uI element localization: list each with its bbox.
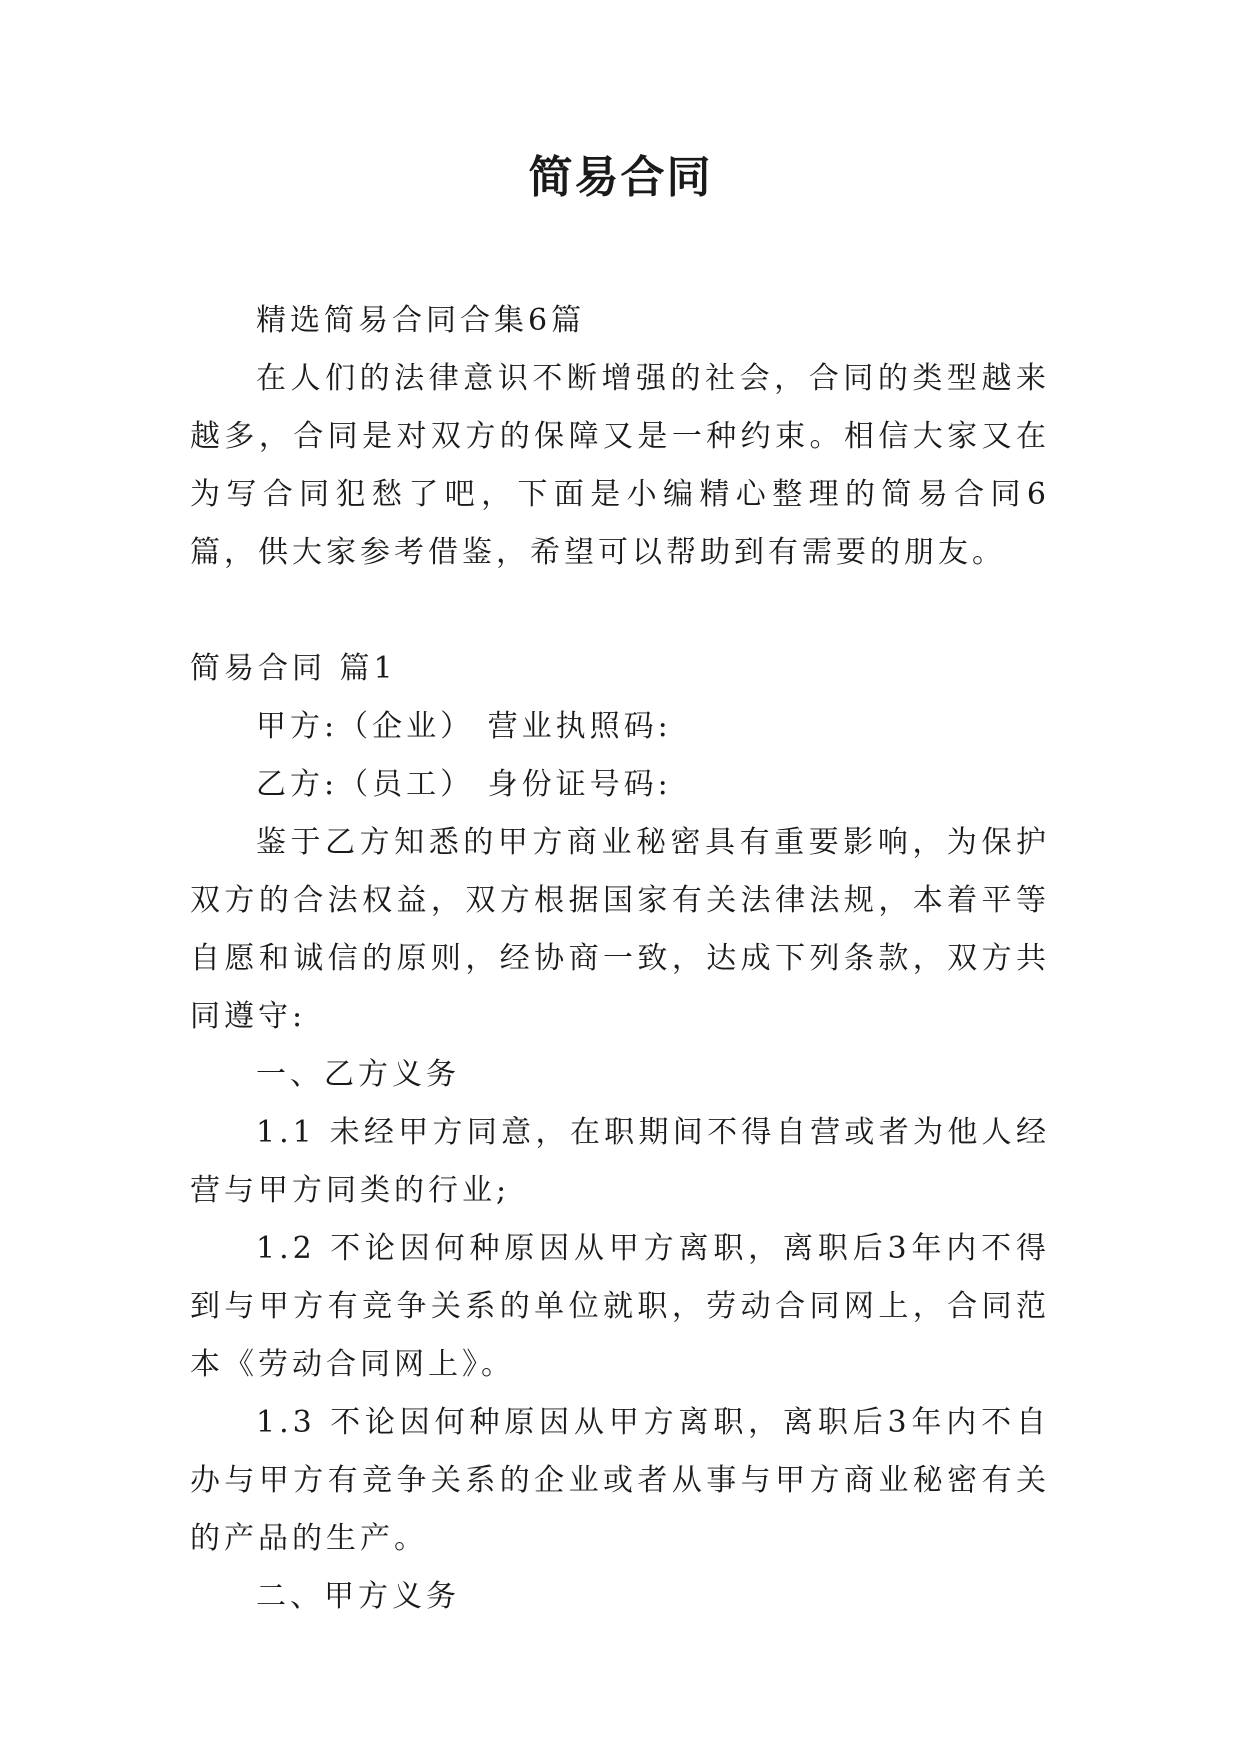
intro-subtitle: 精选简易合同合集6篇 xyxy=(256,303,586,338)
intro-paragraph: 在人们的法律意识不断增强的社会，合同的类型越来越多，合同是对双方的保障又是一种约束。相信大家又在为写合同犯愁了吧，下面是小编精心整理的简易合同6篇，供大家参考借鉴，希望可以帮助到有需要的朋友。 xyxy=(190,361,1050,570)
party-b-line: 乙方:（员工） 身份证号码: xyxy=(256,767,672,802)
document-body xyxy=(190,292,1050,1626)
clause-heading: 一、乙方义务 xyxy=(256,1057,460,1092)
document-title: 简易合同 xyxy=(528,152,713,203)
clause-heading: 二、甲方义务 xyxy=(256,1579,460,1614)
preamble-paragraph: 鉴于乙方知悉的甲方商业秘密具有重要影响，为保护双方的合法权益，双方根据国家有关法律法规，本着平等自愿和诚信的原则，经协商一致，达成下列条款，双方共同遵守: xyxy=(190,825,1050,1034)
clause-item: 1.2 不论因何种原因从甲方离职，离职后3年内不得到与甲方有竞争关系的单位就职，劳动合同网上，合同范本《劳动合同网上》。 xyxy=(190,1231,1050,1382)
section-heading: 简易合同 篇1 xyxy=(190,651,397,686)
clause-item: 1.1 未经甲方同意，在职期间不得自营或者为他人经营与甲方同类的行业; xyxy=(190,1115,1050,1208)
clause-item: 1.3 不论因何种原因从甲方离职，离职后3年内不自办与甲方有竞争关系的企业或者从事与甲方商业秘密有关的产品的生产。 xyxy=(190,1405,1050,1556)
party-a-line: 甲方:（企业） 营业执照码: xyxy=(256,709,672,744)
